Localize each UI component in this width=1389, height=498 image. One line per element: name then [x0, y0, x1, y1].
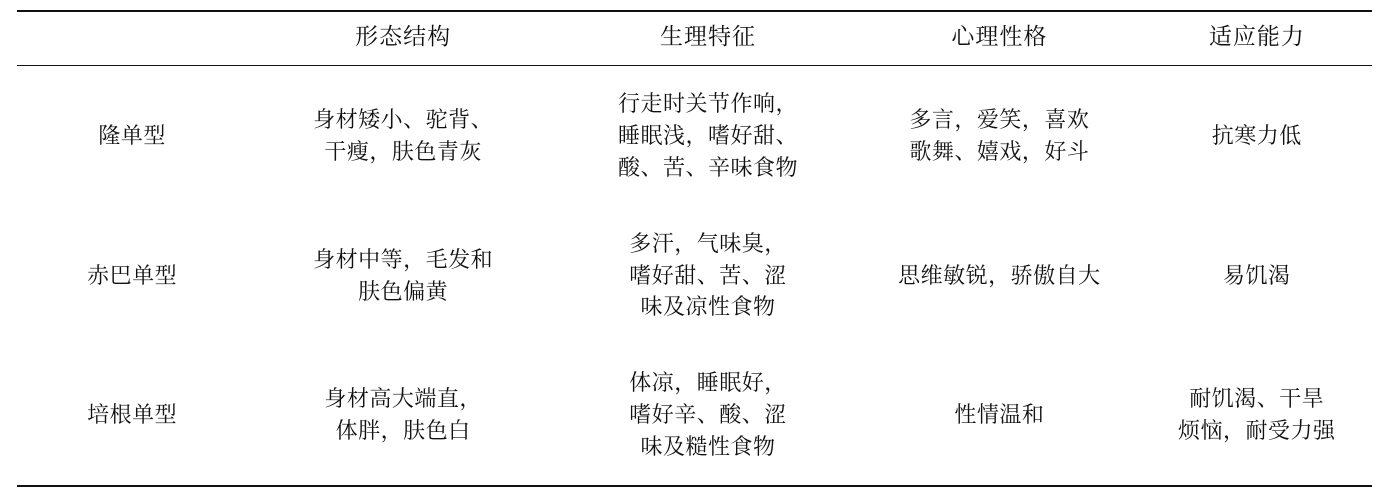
cell-line: 味及糙性食物 [640, 434, 776, 460]
column-header-blank [17, 11, 247, 66]
cell-morphology [247, 66, 559, 206]
cell-adaptability [1142, 206, 1372, 346]
cell-adaptability [1142, 345, 1372, 486]
column-header-physiology: 生理特征 [660, 24, 757, 49]
cell-line: 思维敏锐，骄傲自大 [898, 262, 1101, 288]
cell-line: 性情温和 [954, 402, 1045, 428]
cell-line: 干瘦，肤色青灰 [324, 138, 482, 164]
table-body [17, 66, 1372, 487]
row-label: 赤巴单型 [87, 262, 178, 288]
column-header-adaptability: 适应能力 [1208, 24, 1305, 49]
cell-physiology [559, 345, 857, 486]
cell-line: 身材高大端直， [324, 386, 482, 412]
table-row [17, 66, 1372, 206]
cell-line: 体凉，睡眠好， [629, 370, 787, 396]
cell-line: 肤色偏黄 [358, 278, 449, 304]
cell-line: 抗寒力低 [1211, 122, 1302, 148]
cell-line: 多言，爱笑，喜欢 [909, 106, 1090, 132]
column-header-morphology: 形态结构 [355, 24, 452, 49]
cell-line: 多汗，气味臭， [629, 230, 787, 256]
cell-line: 行走时关节作响， [618, 91, 799, 116]
table-row [17, 206, 1372, 346]
cell-psychology [857, 345, 1142, 486]
constitution-types-table [17, 10, 1372, 487]
row-label: 培根单型 [87, 402, 178, 428]
cell-line: 烦恼，耐受力强 [1178, 418, 1336, 444]
cell-line: 歌舞、嬉戏，好斗 [909, 138, 1090, 164]
cell-line: 嗜好辛、酸、涩 [629, 402, 787, 428]
cell-line: 易饥渴 [1223, 262, 1291, 288]
cell-line: 睡眠浅，嗜好甜、 [618, 122, 799, 148]
column-header-psychology: 心理性格 [951, 24, 1048, 49]
table-row [17, 345, 1372, 486]
cell-line: 酸、苦、辛味食物 [618, 154, 799, 180]
row-label: 隆单型 [98, 122, 166, 148]
table-header-row [17, 11, 1372, 66]
cell-adaptability [1142, 66, 1372, 206]
cell-line: 身材中等，毛发和 [313, 246, 494, 272]
cell-line: 味及凉性食物 [640, 294, 776, 320]
table-header [17, 11, 1372, 66]
cell-line: 嗜好甜、苦、涩 [629, 262, 787, 288]
cell-line: 体胖，肤色白 [335, 418, 471, 444]
cell-line: 耐饥渴、干旱 [1189, 386, 1325, 412]
cell-psychology [857, 66, 1142, 206]
cell-psychology [857, 206, 1142, 346]
cell-morphology [247, 206, 559, 346]
cell-physiology [559, 66, 857, 206]
cell-line: 身材矮小、驼背、 [313, 106, 494, 132]
cell-morphology [247, 345, 559, 486]
cell-physiology [559, 206, 857, 346]
